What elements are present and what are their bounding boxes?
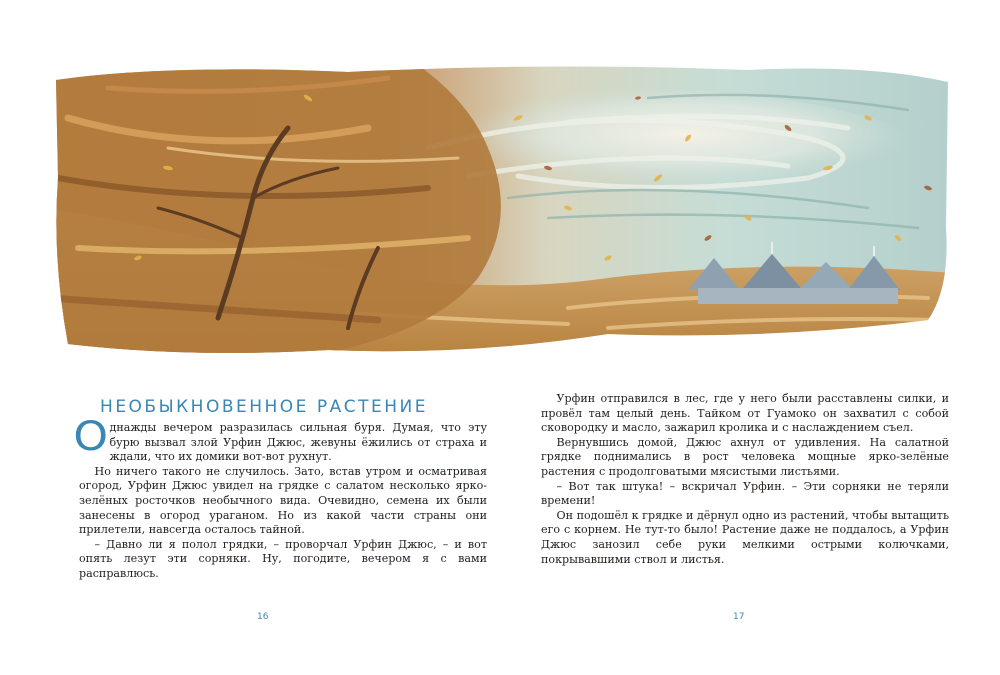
paragraph: Но ничего такого не случилось. Зато, встав утром и осматривая огород, Урфин Джюс увидел на грядке с салатом несколько ярко-зелёных росточков необычного вида. Очевидно, семена их были занесены в огород ураганом. Но из какой части страны они прилетели, навсегда осталось тайной.: [79, 464, 487, 537]
page-number-left: 16: [257, 612, 269, 622]
paragraph: – Давно ли я полол грядки, – проворчал Урфин Джюс, – и вот опять лезут эти сорняки. Ну, погодите, вечером я с вами расправлюсь.: [79, 537, 487, 580]
storm-illustration: [48, 58, 952, 358]
page-number-right: 17: [733, 612, 745, 622]
right-page-text: [541, 392, 949, 567]
drop-cap: О: [73, 414, 109, 460]
chapter-title: НЕОБЫКНОВЕННОЕ РАСТЕНИЕ: [100, 397, 428, 418]
paragraph: – Вот так штука! – вскричал Урфин. – Эти сорняки не теряли времени!: [541, 479, 949, 508]
paragraph: Вернувшись домой, Джюс ахнул от удивления. На салатной грядке поднимались в рост человека мощные ярко-зелёные растения с продолговатыми мясистыми листьями.: [541, 435, 949, 478]
paragraph-text: днажды вечером разразилась сильная буря. Думая, что эту бурю вызвал злой Урфин Джюс, жевуны ёжились от страха и ждали, что их домики вот-вот рухнут.: [109, 421, 487, 464]
paragraph: Он подошёл к грядке и дёрнул одно из растений, чтобы вытащить его с корнем. Не тут-то было! Растение даже не поддалось, а Урфин Джюс занозил себе руки мелкими острыми колючками, покрывавшими ствол и листья.: [541, 508, 949, 566]
paragraph: Урфин отправился в лес, где у него были расставлены силки, и провёл там целый день. Тайком от Гуамоко он захватил с собой сковородку и масло, зажарил кролика и с наслаждением съел.: [541, 392, 949, 435]
left-page-text: [73, 414, 487, 582]
storm-painting: [48, 58, 952, 358]
paragraph: [73, 414, 487, 465]
